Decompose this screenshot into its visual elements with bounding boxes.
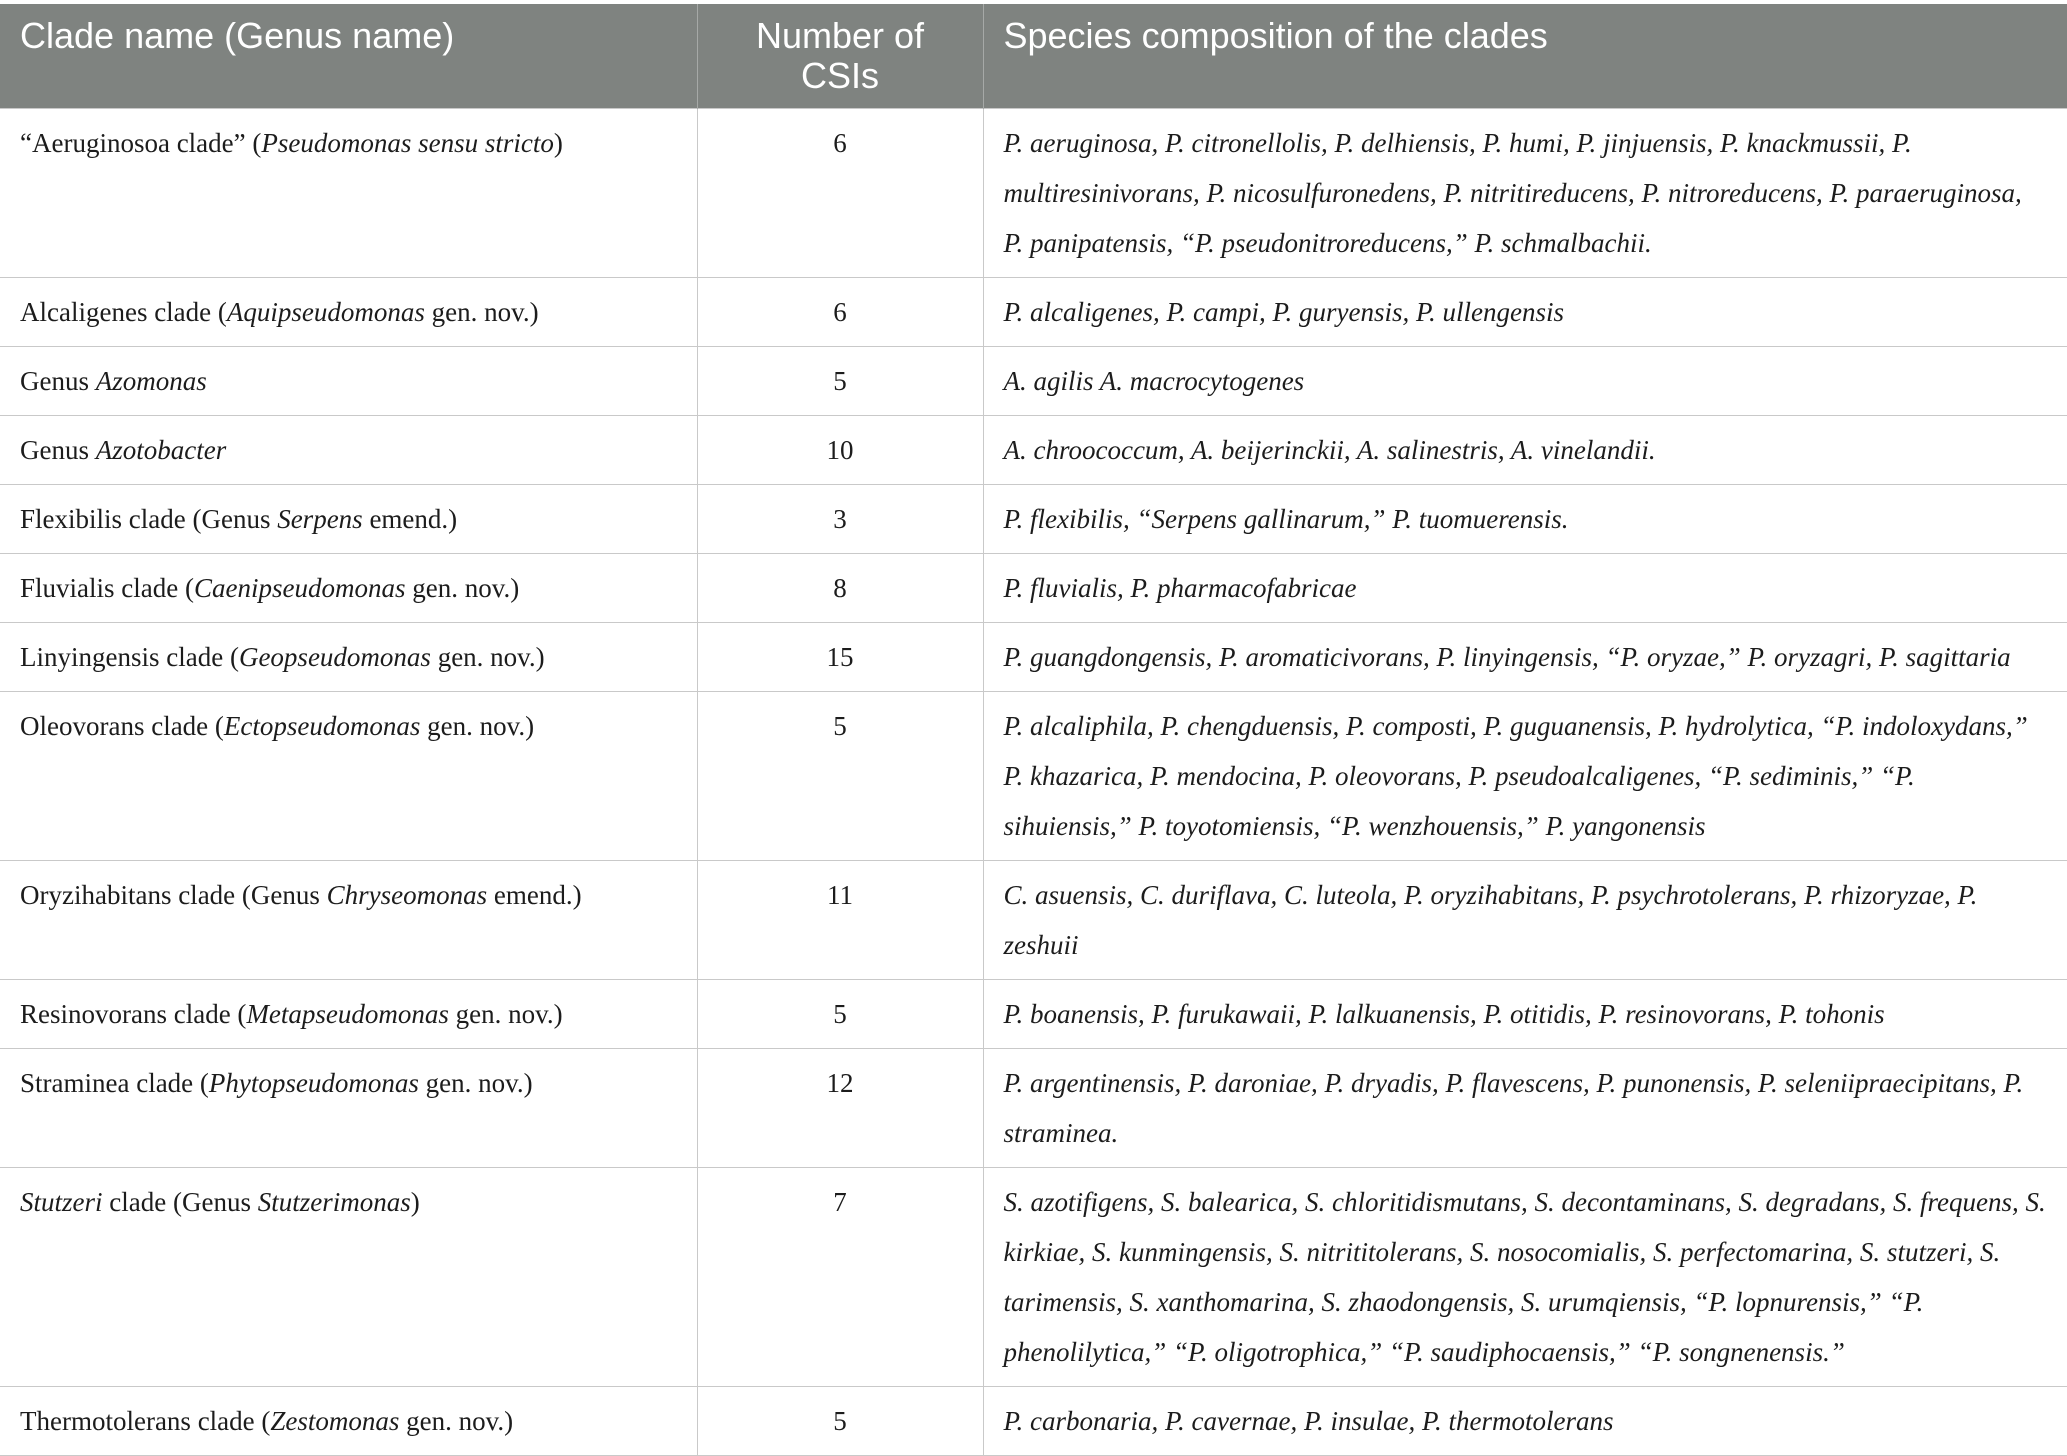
genus-name: Azotobacter — [95, 435, 227, 465]
csi-count-cell: 6 — [697, 278, 983, 347]
clade-text: Flexibilis clade (Genus — [20, 504, 278, 534]
clade-name-cell — [0, 109, 697, 278]
genus-name: Ectopseudomonas — [223, 711, 421, 741]
species-cell: P. flexibilis, “Serpens gallinarum,” P. tuomuerensis. — [983, 485, 2067, 554]
clade-name-cell — [0, 692, 697, 861]
table-row — [0, 416, 2067, 485]
genus-name: Serpens — [277, 504, 363, 534]
csi-count-cell: 8 — [697, 554, 983, 623]
species-cell: P. fluvialis, P. pharmacofabricae — [983, 554, 2067, 623]
table-row — [0, 861, 2067, 980]
clade-name-cell — [0, 1049, 697, 1168]
csi-count-cell: 6 — [697, 109, 983, 278]
clade-name-cell — [0, 347, 697, 416]
species-cell: A. agilis A. macrocytogenes — [983, 347, 2067, 416]
csi-count-cell: 5 — [697, 347, 983, 416]
genus-name: Caenipseudomonas — [193, 573, 406, 603]
clade-text: gen. nov.) — [420, 711, 535, 741]
genus-name: Chryseomonas — [326, 880, 488, 910]
table-row — [0, 980, 2067, 1049]
clade-text: gen. nov.) — [448, 999, 563, 1029]
clade-text: Thermotolerans clade ( — [20, 1406, 271, 1436]
species-cell: P. argentinensis, P. daroniae, P. dryadis, P. flavescens, P. punonensis, P. seleniipraecipitans, P. straminea. — [983, 1049, 2067, 1168]
clade-text: gen. nov.) — [424, 297, 539, 327]
species-cell: P. boanensis, P. furukawaii, P. lalkuanensis, P. otitidis, P. resinovorans, P. tohonis — [983, 980, 2067, 1049]
clade-table — [0, 4, 2067, 1456]
clade-text: Oleovorans clade ( — [20, 711, 224, 741]
clade-text: Resinovorans clade ( — [20, 999, 247, 1029]
header-number-of-csis: Number of CSIs — [697, 4, 983, 109]
clade-text: “Aeruginosoa clade” ( — [20, 128, 262, 158]
clade-text: Oryzihabitans clade (Genus — [20, 880, 327, 910]
genus-name: Metapseudomonas — [246, 999, 449, 1029]
csi-count-cell: 3 — [697, 485, 983, 554]
table-row — [0, 485, 2067, 554]
header-clade-name: Clade name (Genus name) — [0, 4, 697, 109]
clade-text: gen. nov.) — [399, 1406, 514, 1436]
clade-text: emend.) — [362, 504, 458, 534]
table-row — [0, 692, 2067, 861]
csi-count-cell: 11 — [697, 861, 983, 980]
clade-name-cell — [0, 485, 697, 554]
table-row — [0, 278, 2067, 347]
genus-name: Stutzeri — [20, 1187, 103, 1217]
species-cell: P. alcaligenes, P. campi, P. guryensis, P. ullengensis — [983, 278, 2067, 347]
clade-text: ) — [410, 1187, 420, 1217]
csi-count-cell: 10 — [697, 416, 983, 485]
csi-count-cell: 5 — [697, 1387, 983, 1456]
clade-name-cell — [0, 623, 697, 692]
clade-text: Straminea clade ( — [20, 1068, 209, 1098]
clade-text: emend.) — [487, 880, 582, 910]
clade-name-cell — [0, 980, 697, 1049]
table-row — [0, 554, 2067, 623]
clade-name-cell — [0, 554, 697, 623]
genus-name: Aquipseudomonas — [226, 297, 425, 327]
table-row — [0, 1168, 2067, 1387]
header-species-composition: Species composition of the clades — [983, 4, 2067, 109]
csi-count-cell: 15 — [697, 623, 983, 692]
clade-name-cell — [0, 1387, 697, 1456]
species-cell: P. alcaliphila, P. chengduensis, P. composti, P. guguanensis, P. hydrolytica, “P. indoloxydans,” P. khazarica, P. mendocina, P. oleovorans, P. pseudoalcaligenes, “P. sediminis,” “P. sihuiensis,” P. toyotomiensis, “P. wenzhouensis,” P. yangonensis — [983, 692, 2067, 861]
clade-name-cell — [0, 1168, 697, 1387]
clade-text: gen. nov.) — [418, 1068, 533, 1098]
clade-text: ) — [553, 128, 563, 158]
table-row — [0, 1387, 2067, 1456]
clade-name-cell — [0, 861, 697, 980]
table-row — [0, 109, 2067, 278]
genus-name: Pseudomonas sensu stricto — [261, 128, 554, 158]
table-row — [0, 623, 2067, 692]
species-cell: S. azotifigens, S. balearica, S. chloritidismutans, S. decontaminans, S. degradans, S. frequens, S. kirkiae, S. kunmingensis, S. nitrititolerans, S. nosocomialis, S. perfectomarina, S. stutzeri, S. tarimensis, S. xanthomarina, S. zhaodongensis, S. urumqiensis, “P. lopnurensis,” “P. phenolilytica,” “P. oligotrophica,” “P. saudiphocaensis,” “P. songnenensis.” — [983, 1168, 2067, 1387]
clade-text: gen. nov.) — [405, 573, 520, 603]
clade-name-cell — [0, 278, 697, 347]
genus-name: Zestomonas — [270, 1406, 400, 1436]
clade-text: clade (Genus — [102, 1187, 258, 1217]
species-cell: P. guangdongensis, P. aromaticivorans, P. linyingensis, “P. oryzae,” P. oryzagri, P. sagittaria — [983, 623, 2067, 692]
species-cell: P. carbonaria, P. cavernae, P. insulae, P. thermotolerans — [983, 1387, 2067, 1456]
csi-count-cell: 5 — [697, 980, 983, 1049]
table-row — [0, 347, 2067, 416]
csi-count-cell: 12 — [697, 1049, 983, 1168]
clade-text: gen. nov.) — [430, 642, 545, 672]
species-cell: C. asuensis, C. duriflava, C. luteola, P. oryzihabitans, P. psychrotolerans, P. rhizoryzae, P. zeshuii — [983, 861, 2067, 980]
species-cell: P. aeruginosa, P. citronellolis, P. delhiensis, P. humi, P. jinjuensis, P. knackmussii, P. multiresinivorans, P. nicosulfuronedens, P. nitritireducens, P. nitroreducens, P. paraeruginosa, P. panipatensis, “P. pseudonitroreducens,” P. schmalbachii. — [983, 109, 2067, 278]
genus-name: Geopseudomonas — [238, 642, 431, 672]
clade-text: Fluvialis clade ( — [20, 573, 194, 603]
csi-count-cell: 7 — [697, 1168, 983, 1387]
header-row — [0, 4, 2067, 109]
table-row — [0, 1049, 2067, 1168]
clade-text: Alcaligenes clade ( — [20, 297, 227, 327]
csi-count-cell: 5 — [697, 692, 983, 861]
genus-name: Azomonas — [95, 366, 207, 396]
species-cell: A. chroococcum, A. beijerinckii, A. salinestris, A. vinelandii. — [983, 416, 2067, 485]
clade-text: Genus — [20, 435, 96, 465]
genus-name: Stutzerimonas — [257, 1187, 411, 1217]
clade-text: Genus — [20, 366, 96, 396]
clade-text: Linyingensis clade ( — [20, 642, 239, 672]
clade-name-cell — [0, 416, 697, 485]
genus-name: Phytopseudomonas — [208, 1068, 419, 1098]
